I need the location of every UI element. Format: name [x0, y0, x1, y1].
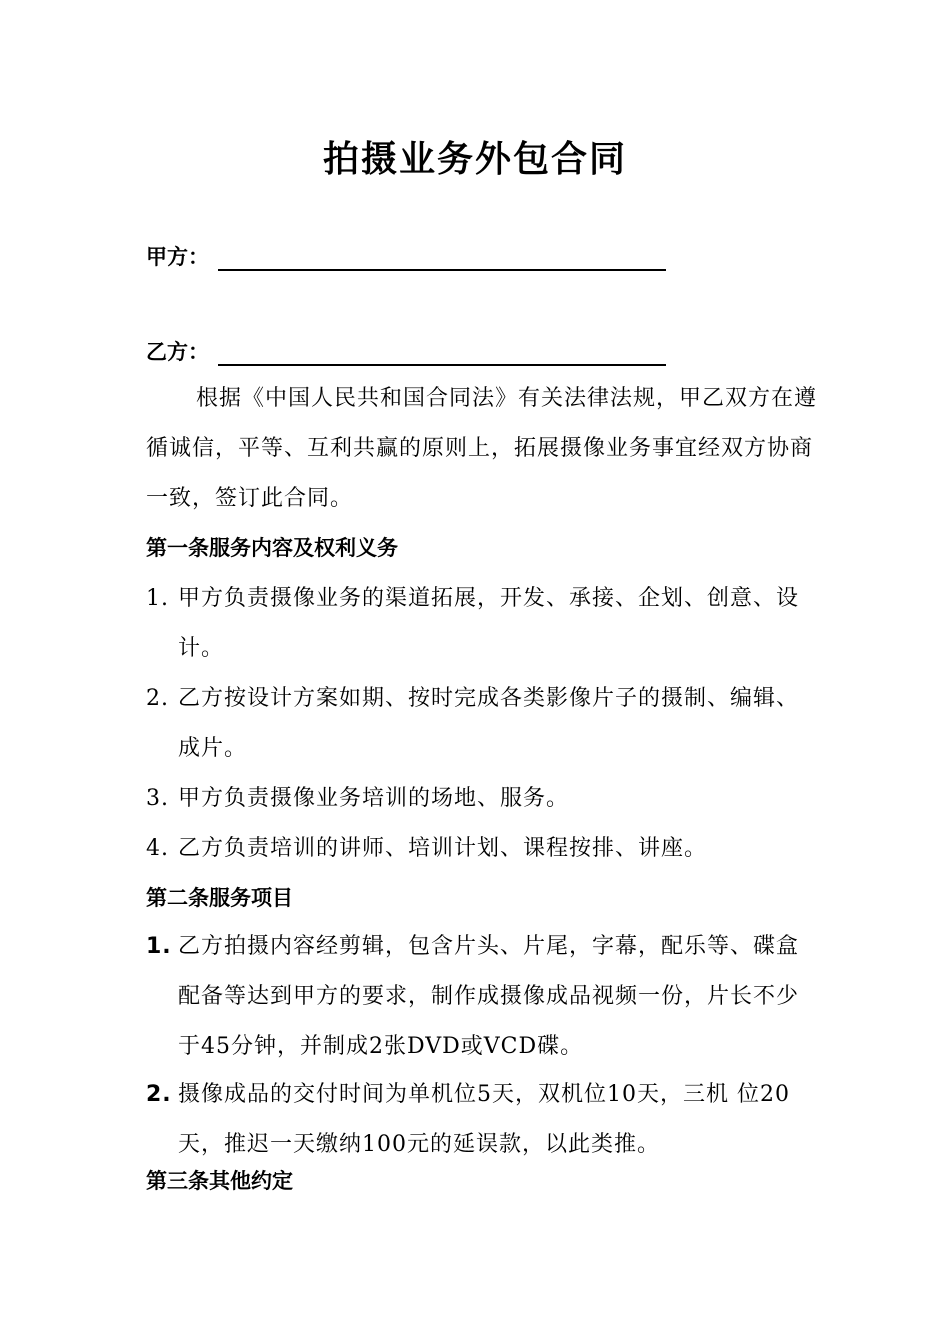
section2-item [146, 1070, 818, 1170]
item-text: 甲方负责摄像业务培训的场地、服务。 [178, 786, 570, 811]
party-a-label: 甲方： [146, 245, 209, 269]
item-text: 摄像成品的交付时间为单机位5天，双机位10天，三机 位20天，推迟一天缴纳100元的延误款，以此类推。 [178, 1082, 790, 1157]
section1-item [146, 774, 818, 824]
section1-heading: 第一条服务内容及权利义务 [146, 536, 398, 560]
section3-heading: 第三条其他约定 [146, 1169, 293, 1193]
item-number: 1. [146, 934, 172, 959]
item-number: 2. [146, 686, 169, 711]
party-b-row [146, 337, 209, 367]
item-number: 2. [146, 1082, 172, 1107]
section1-item [146, 824, 818, 874]
section1-item [146, 674, 818, 774]
item-number: 4. [146, 836, 169, 861]
section1-item [146, 574, 818, 674]
party-a-row [146, 242, 209, 272]
section2-item [146, 922, 818, 1072]
party-b-blank-line [218, 364, 666, 366]
title-text: 拍摄业务外包合同 [322, 139, 627, 180]
document-title [0, 136, 950, 184]
item-text: 乙方拍摄内容经剪辑，包含片头、片尾，字幕，配乐等、碟盒配备等达到甲方的要求，制作成摄像成品视频一份，片长不少于45分钟，并制成2张DVD或VCD碟。 [178, 934, 800, 1059]
item-text: 乙方负责培训的讲师、培训计划、课程按排、讲座。 [178, 836, 708, 861]
party-a-blank-line [218, 269, 666, 271]
item-text: 甲方负责摄像业务的渠道拓展，开发、承接、企划、创意、设计。 [178, 586, 800, 661]
item-number: 3. [146, 786, 169, 811]
item-number: 1. [146, 586, 169, 611]
party-b-label: 乙方： [146, 340, 209, 364]
section2-heading: 第二条服务项目 [146, 886, 293, 910]
intro-paragraph: 根据《中国人民共和国合同法》有关法律法规，甲乙双方在遵循诚信，平等、互利共赢的原则上，拓展摄像业务事宜经双方协商一致，签订此合同。 [146, 386, 818, 511]
item-text: 乙方按设计方案如期、按时完成各类影像片子的摄制、编辑、成片。 [178, 686, 800, 761]
